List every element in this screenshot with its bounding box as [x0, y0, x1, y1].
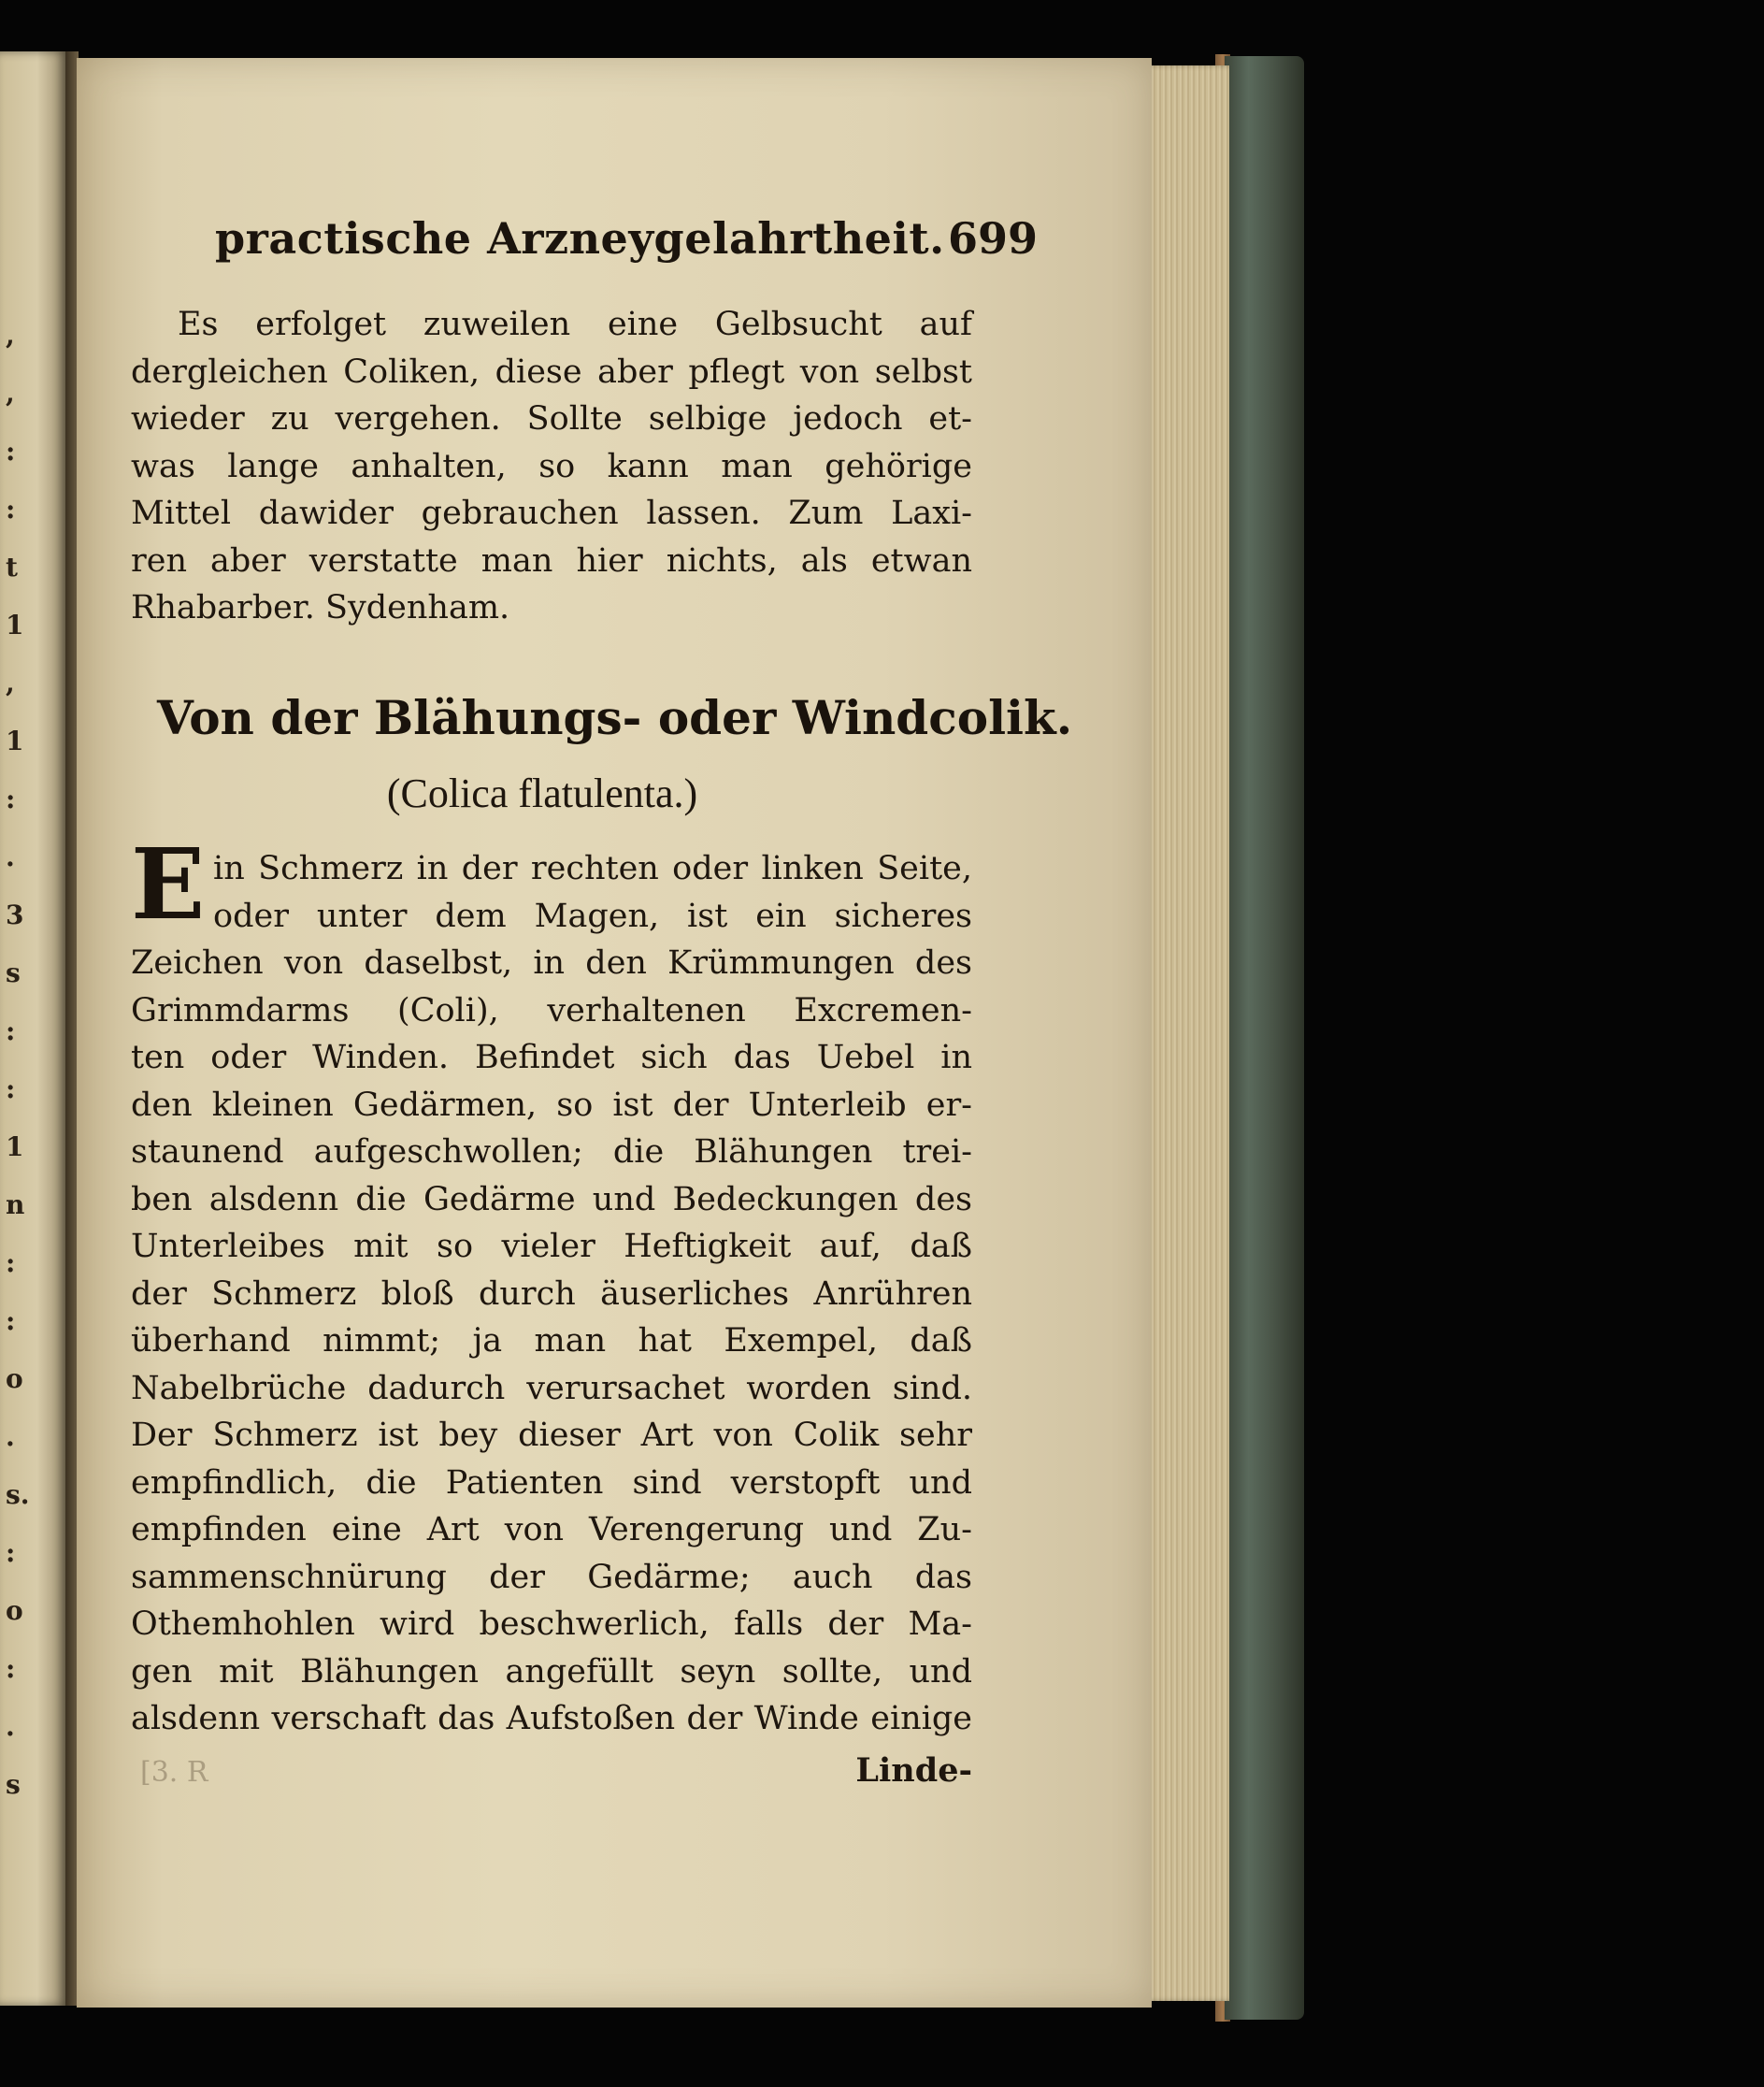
- text-line: sammenschnürung der Gedärme; auch das: [131, 1558, 972, 1596]
- previous-page-fragment: :: [6, 1537, 16, 1568]
- section-heading: Von der Blähungs- oder Windcolik.: [157, 690, 1073, 745]
- text-line: Grimmdarms (Coli), verhaltenen Excremen-: [131, 991, 972, 1029]
- previous-page-fragment: 1: [6, 726, 24, 756]
- text-line: Nabelbrüche dadurch verursachet worden sind.: [131, 1369, 972, 1407]
- previous-page-fragment: ,: [6, 378, 15, 409]
- previous-page-fragment: t: [6, 552, 18, 583]
- previous-page-fragment: ,: [6, 668, 15, 698]
- previous-page-fragment: s.: [6, 1479, 30, 1510]
- text-line: ten oder Winden. Befindet sich das Uebel in: [131, 1039, 972, 1076]
- previous-page-fragment: o: [6, 1595, 23, 1626]
- text-line: staunend aufgeschwollen; die Blähungen trei-: [131, 1133, 972, 1171]
- previous-page-fragment: :: [6, 436, 16, 467]
- page-header: [215, 213, 1038, 264]
- paragraph-jaundice: [131, 301, 972, 632]
- previous-page-fragment: .: [6, 842, 15, 872]
- text-line: alsdenn verschaft das Aufstoßen der Winde einige: [131, 1700, 972, 1737]
- text-line: dergleichen Coliken, diese aber pflegt von selbst: [131, 353, 972, 391]
- text-line: Zeichen von daselbst, in den Krümmungen des: [131, 944, 972, 982]
- previous-page-fragment: :: [6, 1653, 16, 1684]
- running-title: practische Arzneygelahrtheit.: [215, 213, 945, 264]
- text-line: empfinden eine Art von Verengerung und Zu-: [131, 1511, 972, 1548]
- text-line: oder unter dem Magen, ist ein sicheres: [213, 897, 972, 935]
- previous-page-fragment: o: [6, 1363, 23, 1394]
- previous-page-fragment: n: [6, 1189, 25, 1220]
- previous-page-fragment: s: [6, 957, 21, 988]
- previous-page-fragment: :: [6, 784, 16, 814]
- section-subheading: (Colica flatulenta.): [386, 770, 698, 816]
- previous-page-fragment: :: [6, 1305, 16, 1336]
- text-line: der Schmerz bloß durch äuserliches Anrühren: [131, 1274, 972, 1313]
- previous-page-fragment: ,: [6, 320, 15, 351]
- text-line: Rhabarber. Sydenham.: [131, 589, 510, 626]
- previous-page-sliver: [0, 51, 67, 2006]
- text-line: wieder zu vergehen. Sollte selbige jedoch et-: [131, 400, 972, 438]
- previous-page-fragment: :: [6, 494, 16, 525]
- text-line: Der Schmerz ist bey dieser Art von Colik sehr: [131, 1417, 972, 1454]
- previous-page-fragment: s: [6, 1769, 21, 1800]
- book-back-cover: [1225, 56, 1304, 2020]
- text-line: gen mit Blähungen angefüllt seyn sollte, und: [131, 1652, 972, 1691]
- text-line: den kleinen Gedärmen, so ist der Unterleib er-: [131, 1086, 972, 1124]
- previous-page-fragment: .: [6, 1421, 15, 1452]
- previous-page-fragment: 3: [6, 900, 24, 930]
- text-line: Unterleibes mit so vieler Heftigkeit auf, daß: [131, 1228, 972, 1265]
- text-line: Es erfolget zuweilen eine Gelbsucht auf: [178, 306, 972, 343]
- drop-cap: E: [131, 827, 206, 942]
- previous-page-fragment: :: [6, 1073, 16, 1104]
- text-line: Othemhohlen wird beschwerlich, falls der Ma-: [131, 1605, 972, 1643]
- text-line: überhand nimmt; ja man hat Exempel, daß: [131, 1322, 972, 1360]
- signature-mark: [3. R: [140, 1756, 208, 1789]
- text-line: ben alsdenn die Gedärme und Bedeckungen des: [131, 1180, 972, 1218]
- text-line: ren aber verstatte man hier nichts, als etwan: [131, 541, 972, 580]
- text-line: was lange anhalten, so kann man gehörige: [131, 447, 972, 485]
- text-line: in Schmerz in der rechten oder linken Seite,: [213, 850, 972, 887]
- previous-page-fragment: :: [6, 1247, 16, 1278]
- page-number: 699: [947, 213, 1038, 264]
- page-edges-stack: [1145, 65, 1229, 2001]
- previous-page-fragment: :: [6, 1015, 16, 1046]
- paragraph-windcolic: [131, 845, 972, 1743]
- text-line: empfindlich, die Patienten sind verstopft und: [131, 1463, 972, 1502]
- previous-page-fragment: .: [6, 1711, 15, 1742]
- previous-page-fragment: 1: [6, 610, 24, 640]
- previous-page-fragment: 1: [6, 1131, 24, 1162]
- text-line: Mittel dawider gebrauchen lassen. Zum Laxi-: [131, 495, 972, 532]
- catchword: Linde-: [855, 1751, 972, 1790]
